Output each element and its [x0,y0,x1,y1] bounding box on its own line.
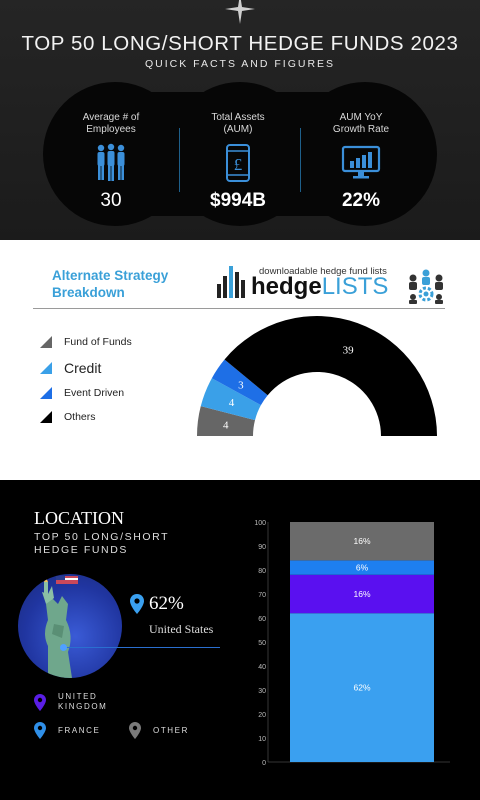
divider [300,128,301,192]
stat-growth-rate-value: 22% [341,190,381,211]
y-tick-label: 90 [258,544,266,551]
y-tick-label: 50 [258,640,266,647]
bar-monitor-icon [341,145,381,181]
location-stacked-bar-chart [240,514,452,768]
donut-data-label: 4 [228,397,235,410]
stat-employees: Average # of Employees 30 [52,112,170,212]
connector-line [63,647,220,648]
legend-item-united-kingdom: UNITED KINGDOM [34,692,107,712]
statue-of-liberty-image [18,574,122,678]
legend-item-fund-of-funds: Fund of Funds [40,336,132,348]
legend-item-other: OTHER [129,722,189,739]
statue-of-liberty-icon [18,574,122,678]
people-icon [94,143,128,183]
us-country-label: United States [149,622,214,636]
svg-text:£: £ [233,155,243,174]
y-tick-label: 20 [258,712,266,719]
legend-marker-icon [40,336,52,348]
brand-logo: hedgeLISTS [251,273,389,300]
map-pin-icon [34,694,46,711]
legend-item-event-driven: Event Driven [40,387,124,399]
bar-data-label: 6% [355,562,369,573]
legend-item-others: Others [40,411,96,423]
strategy-section [0,240,480,480]
location-subtitle: TOP 50 LONG/SHORT HEDGE FUNDS [34,531,170,556]
location-section [0,480,480,800]
team-gear-icon [407,268,445,304]
legend-marker-icon [40,387,52,399]
bar-data-label: 16% [353,589,371,599]
brand-tagline: downloadable hedge fund lists [259,266,387,277]
map-pin-icon [130,594,144,614]
y-tick-label: 0 [262,760,266,767]
bar-data-label: 62% [353,682,371,693]
strategy-donut-chart [195,312,439,436]
donut-data-label: 4 [222,419,229,432]
hedgelists-logo-icon [216,262,250,298]
stat-total-assets: Total Assets (AUM) £ $994B [179,112,297,212]
y-tick-label: 10 [258,736,266,743]
stat-total-assets-value: $994B [210,190,266,211]
strategy-title: Alternate Strategy Breakdown [52,268,169,300]
y-tick-label: 80 [258,568,266,575]
legend-marker-icon [40,362,52,374]
y-tick-label: 30 [258,688,266,695]
legend-item-france: FRANCE [34,722,101,739]
location-title: LOCATION [34,508,124,528]
legend-item-credit: Credit [40,360,101,376]
location-marker [60,644,67,651]
stat-growth-rate: AUM YoY Growth Rate 22% [302,112,420,212]
stat-employees-value: 30 [100,190,122,211]
divider [33,308,445,309]
star-icon [225,0,255,24]
page-title: TOP 50 LONG/SHORT HEDGE FUNDS 2023 [21,32,459,55]
pound-phone-icon [225,143,251,183]
y-tick-label: 60 [258,616,266,623]
map-pin-icon [34,722,46,739]
y-tick-label: 70 [258,592,266,599]
y-tick-label: 100 [254,520,266,527]
donut-data-label: 3 [238,379,244,392]
donut-data-label: 39 [342,344,354,357]
bar-data-label: 16% [353,536,371,547]
donut-slice [222,316,437,436]
legend-marker-icon [40,411,52,423]
page-subtitle: QUICK FACTS AND FIGURES [144,58,336,70]
quick-facts-section [0,0,480,240]
map-pin-icon [129,722,141,739]
y-tick-label: 40 [258,664,266,671]
us-percentage: 62% [149,593,184,614]
